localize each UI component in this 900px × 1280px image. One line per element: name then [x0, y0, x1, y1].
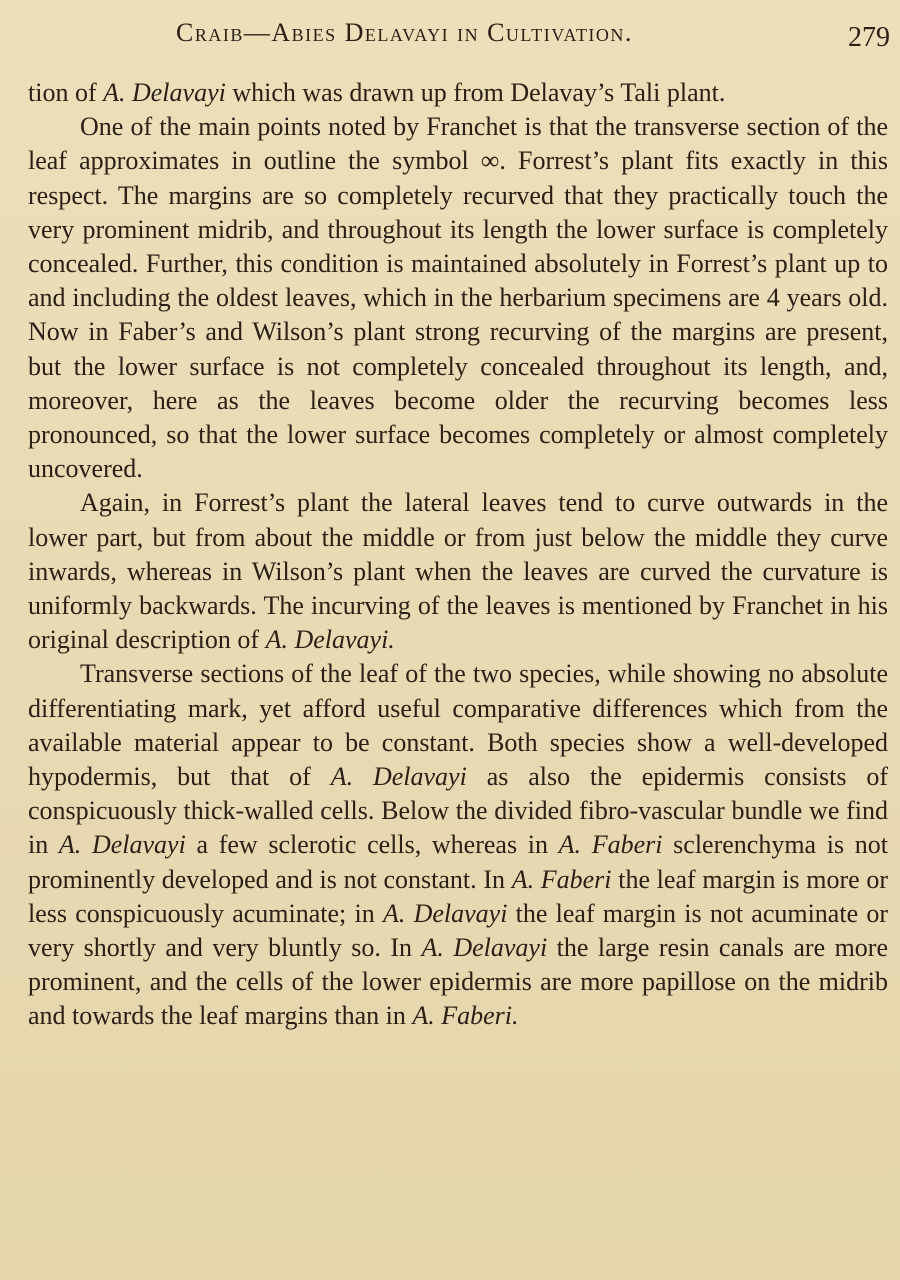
text-run: as also the epidermis consists of conspicuously thick-walled cells. Below the divided fibro-vascular bundle we find in: [28, 762, 888, 860]
paragraph-2: [28, 110, 888, 486]
text-run: the large resin canals are more prominent, and the cells of the lower epidermis are more papillose on the midrib and towards the leaf margins than in: [28, 933, 889, 1031]
species-name: A. Delavayi: [421, 933, 548, 963]
text-run: a few sclerotic cells, whereas in: [185, 830, 559, 860]
text-run: Transverse sections of the leaf of the two species, while showing no absolute differentiating mark, yet afford useful comparative differences which from the available material appear to be constant. Both species show a well-developed hypodermis, but that of: [28, 659, 888, 792]
text-run: which was drawn up from Delavay’s Tali plant.: [225, 78, 726, 107]
species-name: A. Faberi: [511, 864, 612, 894]
running-head: Craib—Abies Delavayi in Cultivation.: [176, 18, 633, 47]
text-run: tion of: [28, 78, 104, 107]
page-header: [0, 18, 900, 58]
species-name: A. Delavayi: [330, 762, 467, 792]
species-name: A. Faberi: [558, 830, 663, 860]
paragraph-3: [28, 486, 888, 657]
species-name: A. Delavayi: [382, 898, 508, 928]
species-name: A. Faberi.: [412, 1001, 519, 1031]
text-run: the leaf margin is more or less conspicuously acuminate; in: [28, 864, 888, 928]
species-name: A. Delavayi.: [265, 625, 395, 655]
page-number: 279: [848, 22, 890, 53]
species-name: A. Delavayi: [103, 78, 226, 107]
text-run: sclerenchyma is not prominently developed and is not constant. In: [28, 830, 888, 894]
paragraph-1: [28, 76, 888, 110]
text-run: Again, in Forrest’s plant the lateral leaves tend to curve outwards in the lower part, but from about the middle or from just below the middle they curve inwards, whereas in Wilson’s plant when the leaves are curved the curvature is uniformly backwards. The incurving of the leaves is mentioned by Franchet in his original description of: [28, 488, 888, 655]
text-run: the leaf margin is not acuminate or very shortly and very bluntly so. In: [28, 898, 888, 963]
text-run: One of the main points noted by Franchet is that the transverse section of the leaf approximates in outline the symbol ∞. Forrest’s plant fits exactly in this respect. The margins are so completely recurved that they practically touch the very prominent midrib, and throughout its length the lower surface is completely concealed. Further, this condition is maintained absolutely in Forrest’s plant up to and including the oldest leaves, which in the herbarium specimens are 4 years old. Now in Faber’s and Wilson’s plant strong recurving of the margins are present, but the lower surface is not completely concealed throughout its length, and, moreover, here as the leaves become older the recurving becomes less pronounced, so that the lower surface becomes completely or almost completely uncovered.: [28, 112, 888, 484]
species-name: A. Delavayi: [58, 830, 186, 860]
paragraph-4: [28, 657, 888, 1033]
body-text: [28, 76, 888, 1034]
